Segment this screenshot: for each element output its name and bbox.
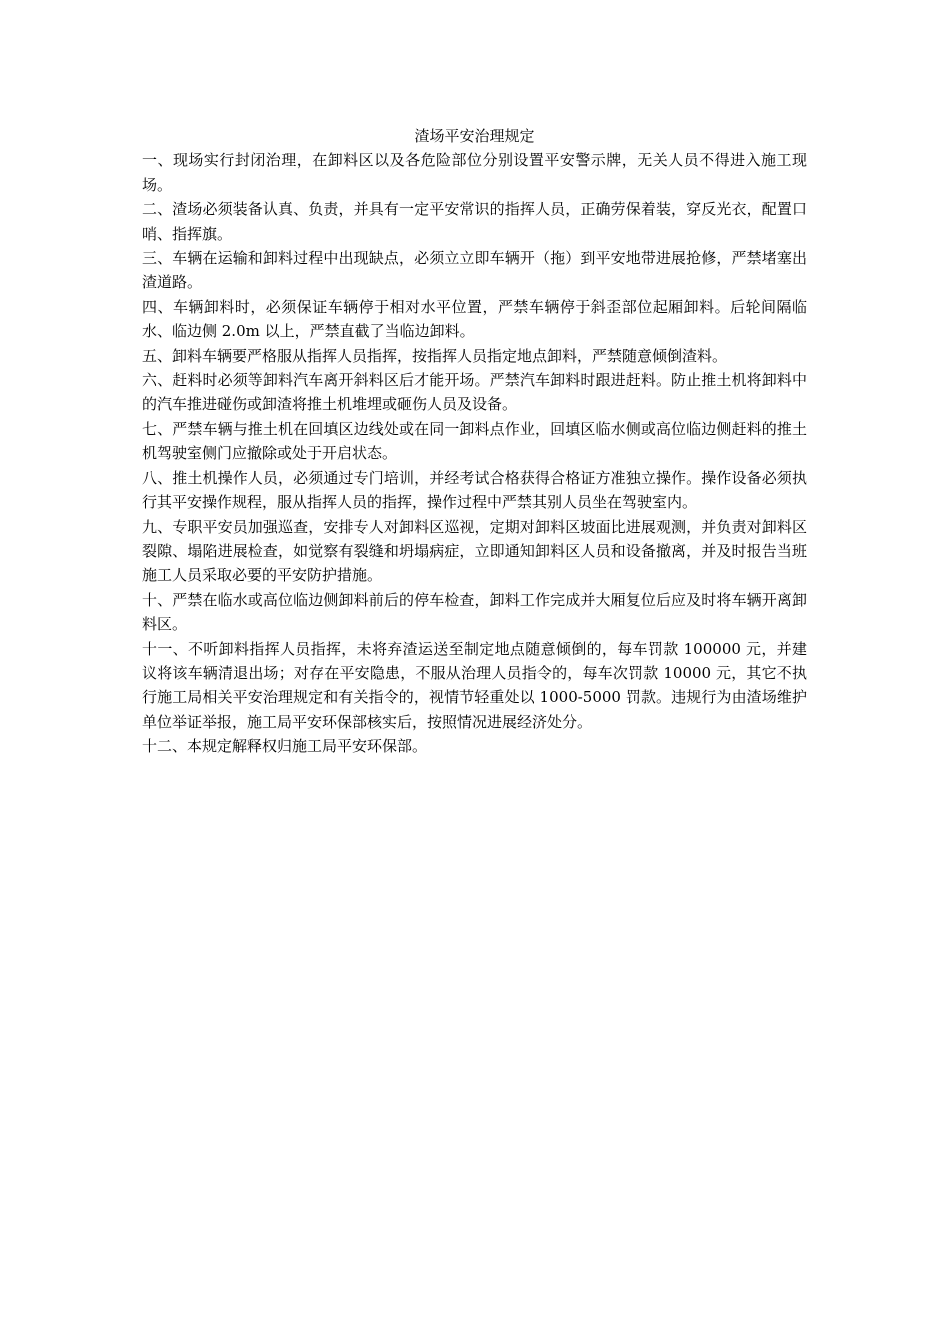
rule-paragraph-2: 二、渣场必须装备认真、负责，并具有一定平安常识的指挥人员，正确劳保着装，穿反光衣，配置口哨、指挥旗。: [142, 200, 807, 243]
rule-paragraph-4: 四、车辆卸料时，必须保证车辆停于相对水平位置，严禁车辆停于斜歪部位起厢卸料。后轮间隔临水、临边侧 2.0m 以上，严禁直截了当临边卸料。: [142, 297, 807, 341]
rule-paragraph-7: 七、严禁车辆与推土机在回填区边线处或在同一卸料点作业，回填区临水侧或高位临边侧赶料的推土机驾驶室侧门应撤除或处于开启状态。: [142, 419, 807, 463]
rule-paragraph-5: 五、卸料车辆要严格服从指挥人员指挥，按指挥人员指定地点卸料，严禁随意倾倒渣料。: [142, 346, 728, 365]
rule-paragraph-6: 六、赶料时必须等卸料汽车离开斜料区后才能开场。严禁汽车卸料时跟进赶料。防止推土机将卸料中的汽车推进碰伤或卸渣将推土机堆埋或砸伤人员及设备。: [142, 371, 807, 414]
rule-paragraph-9: 九、专职平安员加强巡查，安排专人对卸料区巡视，定期对卸料区坡面比进展观测，并负责对卸料区裂隙、塌陷进展检查，如觉察有裂缝和坍塌病症，立即通知卸料区人员和设备撤离，并及时报告当班施工人员采取必要的平安防护措施。: [142, 517, 807, 585]
rule-paragraph-10: 十、严禁在临水或高位临边侧卸料前后的停车检查，卸料工作完成并大厢复位后应及时将车辆开离卸料区。: [142, 590, 807, 634]
document-title: 渣场平安治理规定: [414, 127, 535, 145]
rule-paragraph-3: 三、车辆在运输和卸料过程中出现缺点，必须立立即车辆开（拖）到平安地带进展抢修，严禁堵塞出渣道路。: [142, 249, 807, 292]
document-body: [142, 124, 807, 759]
rule-paragraph-12: 十二、本规定解释权归施工局平安环保部。: [142, 737, 428, 756]
rule-paragraph-8: 八、推土机操作人员，必须通过专门培训，并经考试合格获得合格证方准独立操作。操作设备必须执行其平安操作规程，服从指挥人员的指挥，操作过程中严禁其别人员坐在驾驶室内。: [142, 468, 807, 512]
rule-paragraph-1: 一、现场实行封闭治理，在卸料区以及各危险部位分别设置平安警示牌，无关人员不得进入施工现场。: [142, 151, 807, 194]
rule-paragraph-11: 十一、不听卸料指挥人员指挥，未将弃渣运送至制定地点随意倾倒的，每车罚款 100000 元，并建议将该车辆清退出场；对存在平安隐患，不服从治理人员指令的，每车次罚款 10000 元，其它不执行施工局相关平安治理规定和有关指令的，视情节轻重处以 1000-5000 罚款。违规行为由渣场维护单位举证举报，施工局平安环保部核实后，按照情况进展经济处分。: [142, 639, 807, 731]
